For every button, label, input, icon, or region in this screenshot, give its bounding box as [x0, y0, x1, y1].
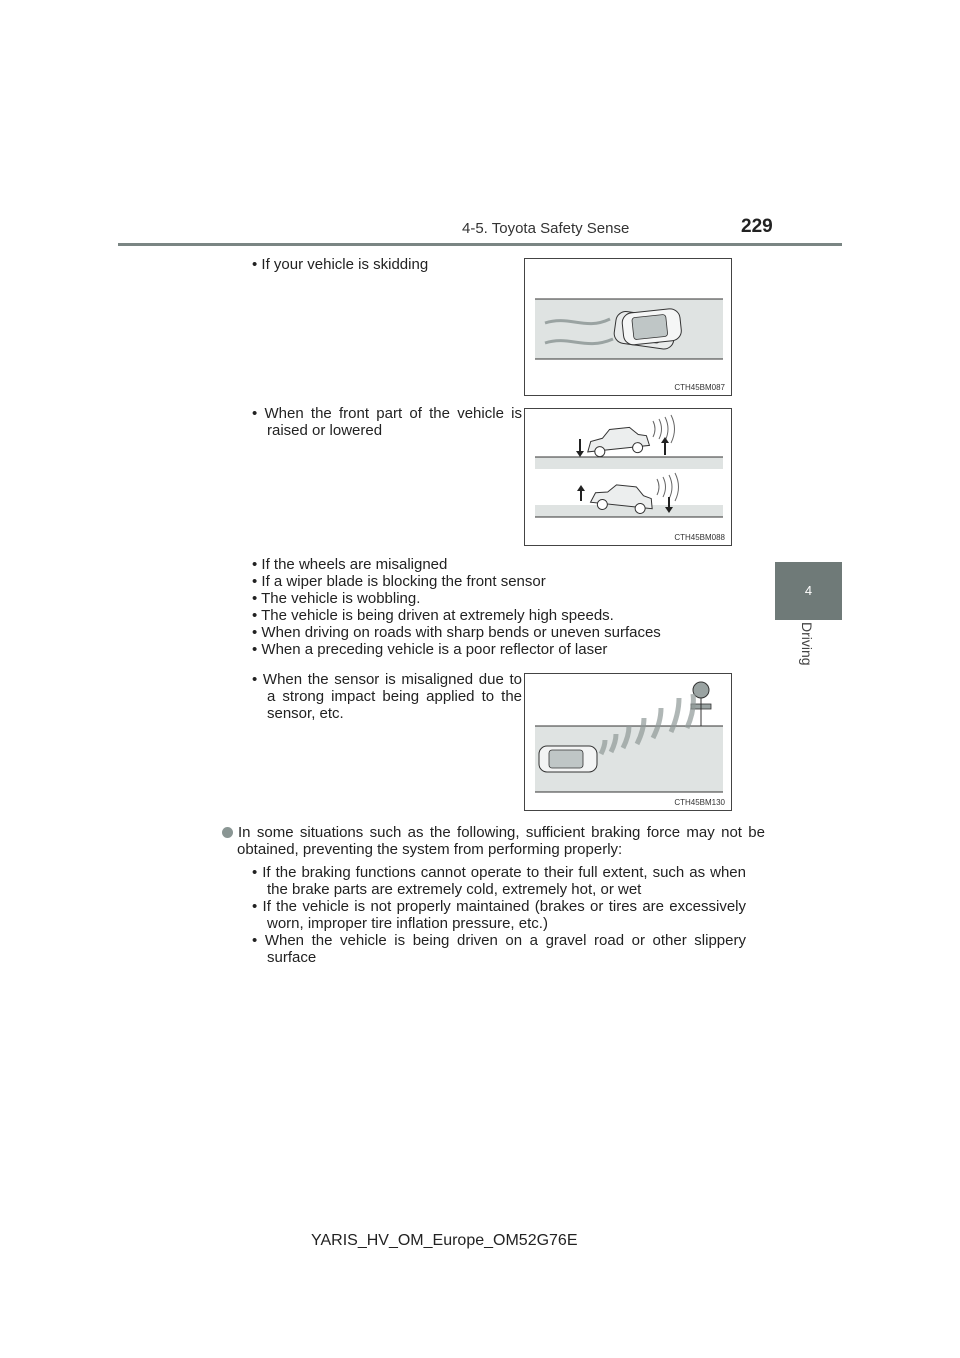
item-raised-lowered: • When the front part of the vehicle is raised or lowered	[252, 405, 522, 439]
list-item: • If the wheels are misaligned	[252, 556, 448, 573]
list-item: • When driving on roads with sharp bends or uneven surfaces	[252, 624, 661, 641]
list-item: • When a preceding vehicle is a poor reflector of laser	[252, 641, 608, 658]
raised-lowered-illustration	[525, 409, 731, 545]
section-title: 4-5. Toyota Safety Sense	[462, 220, 630, 237]
list-item: • If the braking functions cannot operate to their full extent, such as when the brake parts are extremely cold, extremely hot, or wet	[252, 864, 746, 898]
chapter-label-text: Driving	[799, 622, 815, 666]
braking-intro	[222, 824, 765, 858]
bullet-circle-icon	[222, 827, 233, 838]
figure-code: CTH45BM087	[674, 383, 725, 392]
figure-code: CTH45BM088	[674, 533, 725, 542]
figure-raised-lowered	[524, 408, 732, 546]
list-item: • If a wiper blade is blocking the front sensor	[252, 573, 546, 590]
figure-sensor-misaligned	[524, 673, 732, 811]
page-number: 229	[741, 216, 773, 237]
figure-code: CTH45BM130	[674, 798, 725, 807]
condition-list	[252, 556, 762, 658]
braking-list	[252, 864, 746, 966]
chapter-label	[775, 622, 842, 692]
list-item: • The vehicle is being driven at extremely high speeds.	[252, 607, 614, 624]
item-skidding: • If your vehicle is skidding	[252, 256, 429, 273]
item-sensor-misaligned: • When the sensor is misaligned due to a strong impact being applied to the sensor, etc.	[252, 671, 522, 722]
chapter-tab: 4	[775, 562, 842, 620]
sensor-misaligned-illustration	[525, 674, 731, 810]
document-code: YARIS_HV_OM_Europe_OM52G76E	[311, 1232, 578, 1249]
list-item: • The vehicle is wobbling.	[252, 590, 421, 607]
braking-intro-text: In some situations such as the following, sufficient braking force may not be obtained, preventing the system from performing properly:	[237, 824, 765, 858]
list-item: • When the vehicle is being driven on a gravel road or other slippery surface	[252, 932, 746, 966]
list-item: • If the vehicle is not properly maintained (brakes or tires are excessively worn, improper tire inflation pressure, etc.)	[252, 898, 746, 932]
skidding-illustration	[525, 259, 731, 395]
header-divider	[118, 243, 842, 246]
figure-skidding	[524, 258, 732, 396]
